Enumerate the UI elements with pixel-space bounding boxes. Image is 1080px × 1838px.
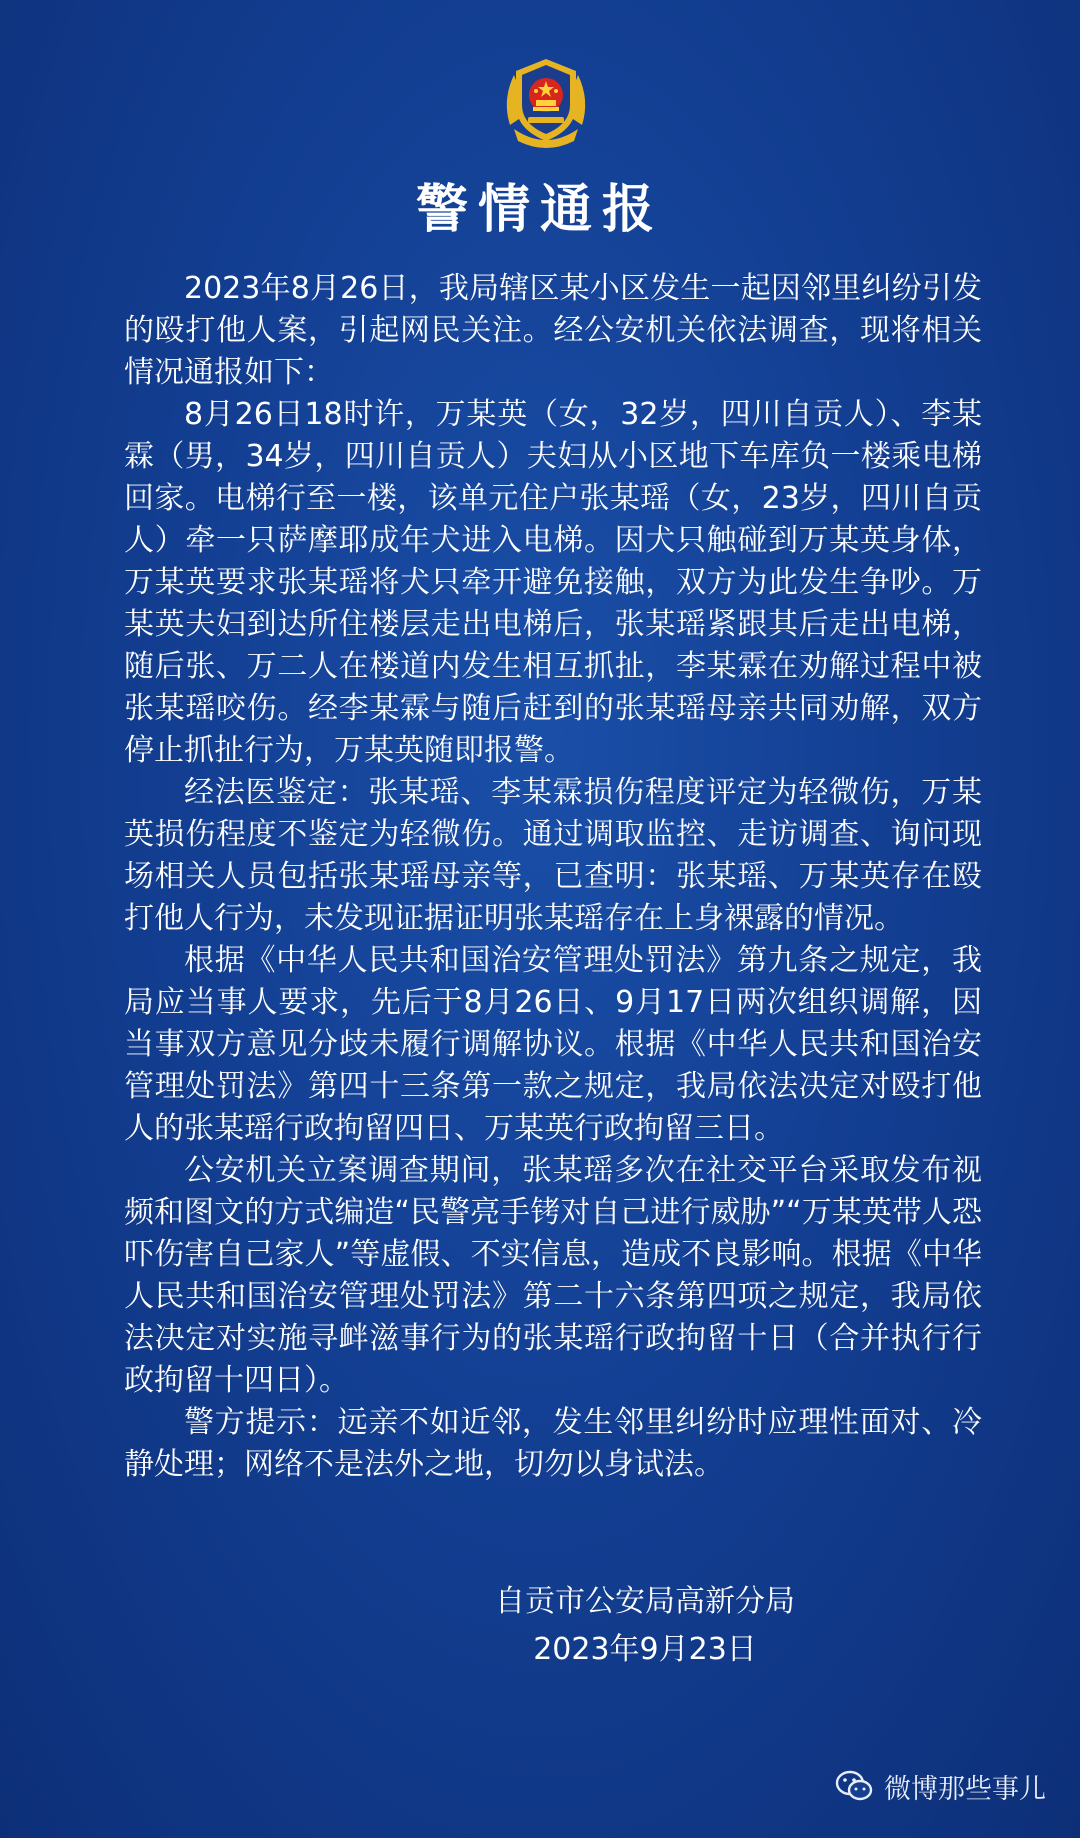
watermark: [834, 1763, 1046, 1809]
police-emblem-icon: [500, 55, 592, 150]
paragraph-penalty: 根据《中华人民共和国治安管理处罚法》第九条之规定，我局应当事人要求，先后于8月26日、9月17日两次组织调解，因当事双方意见分歧未履行调解协议。根据《中华人民共和国治安管理处罚法》第四十三条第一款之规定，我局依法决定对殴打他人的张某瑶行政拘留四日、万某英行政拘留三日。: [124, 943, 982, 1146]
paragraph-incident: 8月26日18时许，万某英（女，32岁，四川自贡人）、李某霖（男，34岁，四川自贡人）夫妇从小区地下车库负一楼乘电梯回家。电梯行至一楼，该单元住户张某瑶（女，23岁，四川自贡人）牵一只萨摩耶成年犬进入电梯。因犬只触碰到万某英身体，万某英要求张某瑶将犬只牵开避免接触，双方为此发生争吵。万某英夫妇到达所住楼层走出电梯后，张某瑶紧跟其后走出电梯，随后张、万二人在楼道内发生相互抓扯，李某霖在劝解过程中被张某瑶咬伤。经李某霖与随后赶到的张某瑶母亲共同劝解，双方停止抓扯行为，万某英随即报警。: [124, 397, 982, 768]
notice-body: [124, 268, 982, 1486]
wechat-icon: [834, 1766, 874, 1806]
watermark-text: 微博那些事儿: [884, 1773, 1046, 1805]
signature-date: 2023年9月23日: [533, 1632, 757, 1667]
paragraph-forensics: 经法医鉴定：张某瑶、李某霖损伤程度评定为轻微伤，万某英损伤程度不鉴定为轻微伤。通过调取监控、走访调查、询问现场相关人员包括张某瑶母亲等，已查明：张某瑶、万某英存在殴打他人行为，未发现证据证明张某瑶存在上身裸露的情况。: [124, 775, 982, 936]
paragraph-rumor: 公安机关立案调查期间，张某瑶多次在社交平台采取发布视频和图文的方式编造“民警亮手铐对自己进行威胁”“万某英带人恐吓伤害自己家人”等虚假、不实信息，造成不良影响。根据《中华人民共和国治安管理处罚法》第二十六条第四项之规定，我局依法决定对实施寻衅滋事行为的张某瑶行政拘留十日（合并执行行政拘留十四日）。: [124, 1153, 982, 1398]
paragraph-reminder: 警方提示：远亲不如近邻，发生邻里纠纷时应理性面对、冷静处理；网络不是法外之地，切勿以身试法。: [124, 1405, 982, 1482]
signature-org: 自贡市公安局高新分局: [495, 1584, 795, 1619]
page-title: 警情通报: [415, 180, 664, 240]
paragraph-intro: 2023年8月26日，我局辖区某小区发生一起因邻里纠纷引发的殴打他人案，引起网民关注。经公安机关依法调查，现将相关情况通报如下：: [124, 271, 982, 390]
